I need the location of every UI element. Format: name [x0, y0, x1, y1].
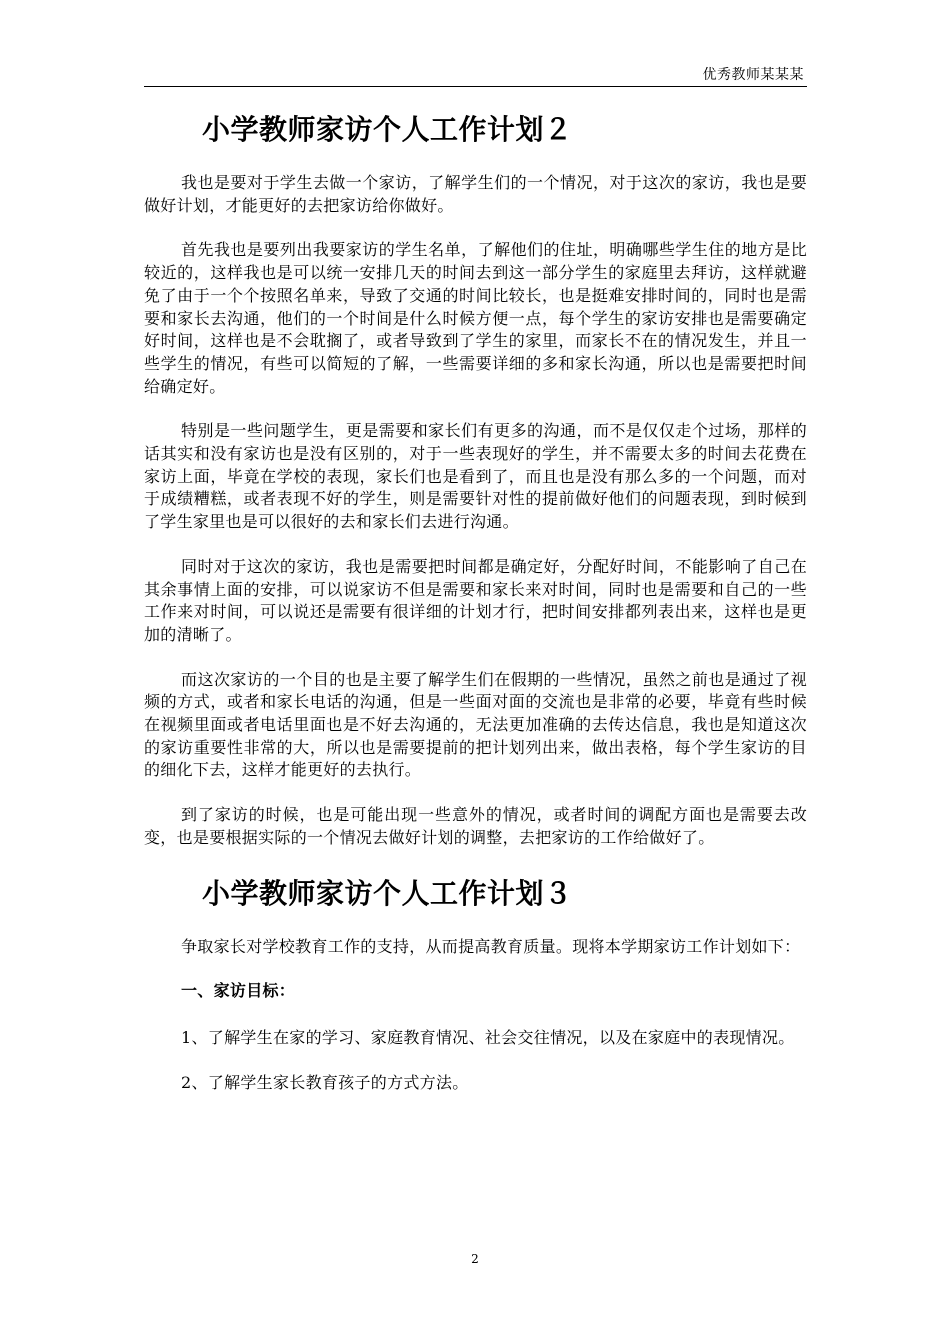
section-2-paragraph: 我也是要对于学生去做一个家访，了解学生们的一个情况，对于这次的家访，我也是要做好计划，才能更好的去把家访给你做好。: [144, 173, 807, 215]
section-2-paragraph: 同时对于这次的家访，我也是需要把时间都是确定好，分配好时间，不能影响了自己在其余事情上面的安排，可以说家访不但是需要和家长来对时间，同时也是需要和自己的一些工作来对时间，可以说还是需要有很详细的计划才行，把时间安排都列表出来，这样也是更加的清晰了。: [144, 556, 807, 644]
running-header: 优秀教师某某某: [702, 67, 804, 83]
section-3-item: 2、了解学生家长教育孩子的方式方法。: [181, 1072, 469, 1092]
document-body: [144, 108, 807, 1116]
section-3-subheading: 一、家访目标：: [181, 981, 296, 1001]
section-3-intro: 争取家长对学校教育工作的支持，从而提高教育质量。现将本学期家访工作计划如下：: [181, 936, 801, 956]
section-3-item: 1、了解学生在家的学习、家庭教育情况、社会交往情况，以及在家庭中的表现情况。: [181, 1027, 795, 1047]
section-3-title: 小学教师家访个人工作计划３: [202, 876, 573, 910]
section-2-paragraph: 特别是一些问题学生，更是需要和家长们有更多的沟通，而不是仅仅走个过场，那样的话其实和没有家访也是没有区别的，对于一些表现好的学生，并不需要太多的时间去花费在家访上面，毕竟在学校的表现，家长们也是看到了，而且也是没有那么多的一个问题，而对于成绩糟糕，或者表现不好的学生，则是需要针对性的提前做好他们的问题表现，到时候到了学生家里也是可以很好的去和家长们去进行沟通。: [144, 421, 807, 532]
header-divider: [144, 86, 807, 87]
section-2-paragraph: 首先我也是要列出我要家访的学生名单，了解他们的住址，明确哪些学生住的地方是比较近的，这样我也是可以统一安排几天的时间去到这一部分学生的家庭里去拜访，这样就避免了由于一个个按照名单来，导致了交通的时间比较长，也是挺难安排时间的，同时也是需要和家长去沟通，他们的一个时间是什么时候方便一点，每个学生的家访安排也是需要确定好时间，这样也是不会耽搁了，或者导致到了学生的家里，而家长不在的情况发生，并且一些学生的情况，有些可以简短的了解，一些需要详细的多和家长沟通，所以也是需要把时间给确定好。: [144, 240, 807, 396]
section-2-paragraph: 到了家访的时候，也是可能出现一些意外的情况，或者时间的调配方面也是需要去改变，也是要根据实际的一个情况去做好计划的调整，去把家访的工作给做好了。: [144, 805, 807, 847]
section-2-paragraph: 而这次家访的一个目的也是主要了解学生们在假期的一些情况，虽然之前也是通过了视频的方式，或者和家长电话的沟通，但是一些面对面的交流也是非常的必要，毕竟有些时候在视频里面或者电话里面也是不好去沟通的，无法更加准确的去传达信息，我也是知道这次的家访重要性非常的大，所以也是需要提前的把计划列出来，做出表格，每个学生家访的目的细化下去，这样才能更好的去执行。: [144, 669, 807, 780]
section-2-title: 小学教师家访个人工作计划２: [202, 113, 573, 146]
page-number: 2: [471, 1252, 479, 1266]
